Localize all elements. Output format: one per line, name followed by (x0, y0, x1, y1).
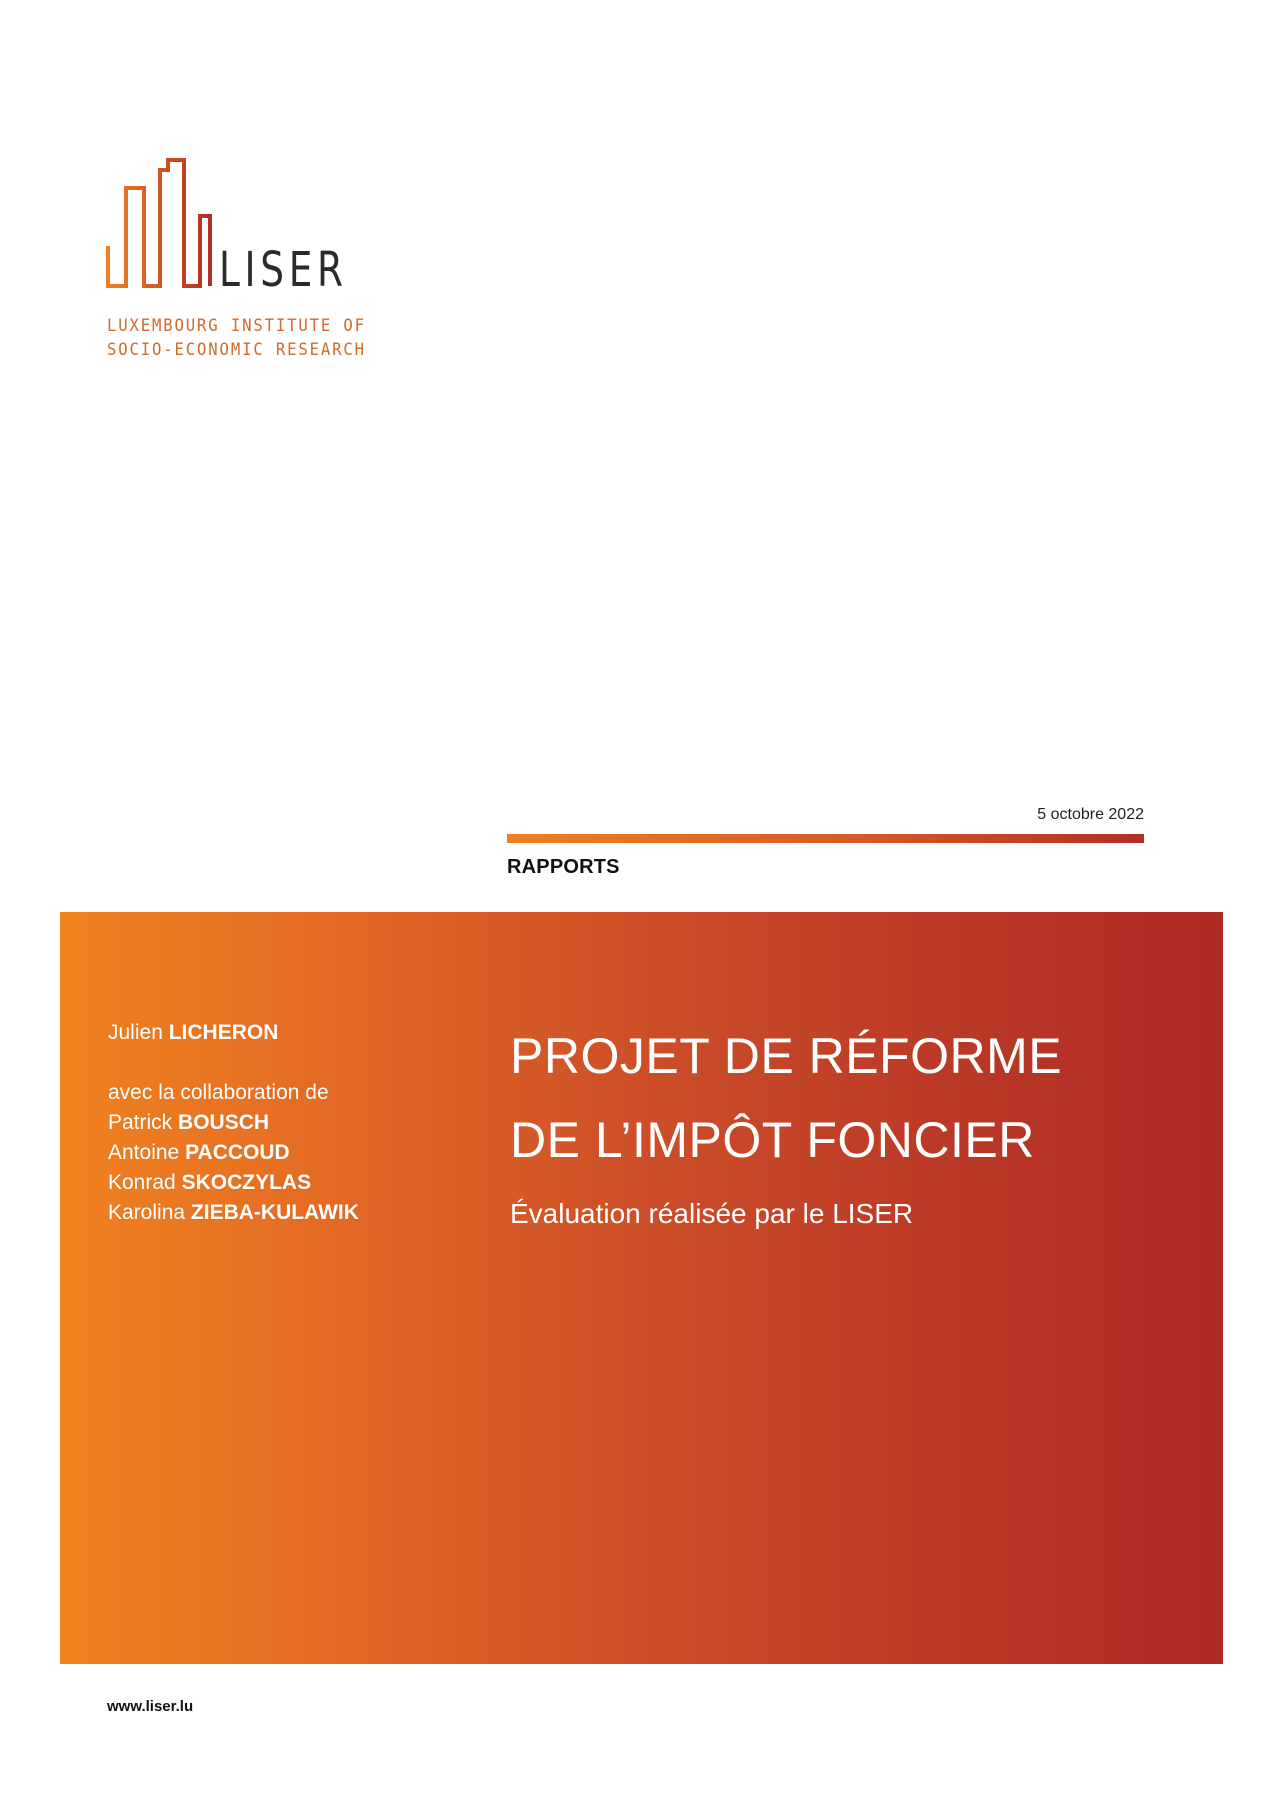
header-gradient-rule (507, 834, 1144, 843)
report-title (510, 1014, 1062, 1182)
report-category: RAPPORTS (507, 856, 620, 878)
collaborator: Karolina ZIEBA-KULAWIK (108, 1201, 359, 1224)
collaborator: Konrad SKOCZYLAS (108, 1171, 312, 1194)
liser-bars-icon (106, 158, 218, 298)
report-subtitle: Évaluation réalisée par le LISER (510, 1198, 914, 1229)
collaborator: Patrick BOUSCH (108, 1111, 270, 1134)
collaboration-label: avec la collaboration de (108, 1081, 329, 1104)
report-title-line1: PROJET DE RÉFORME (510, 1028, 1063, 1084)
website-link[interactable]: www.liser.lu (107, 1698, 194, 1715)
report-date: 5 octobre 2022 (1037, 806, 1144, 823)
main-author (108, 1018, 359, 1048)
author-list (108, 1018, 359, 1228)
liser-wordmark: LISER (219, 242, 348, 298)
logo-tagline-line1: LUXEMBOURG INSTITUTE OF (107, 316, 366, 336)
collaborator: Antoine PACCOUD (108, 1141, 290, 1164)
report-title-line2: DE L’IMPÔT FONCIER (510, 1112, 1035, 1168)
cover-gradient-panel (60, 912, 1223, 1664)
main-author-first: Julien (108, 1021, 163, 1044)
logo-tagline-line2: SOCIO-ECONOMIC RESEARCH (107, 340, 366, 360)
liser-logo (106, 158, 366, 368)
main-author-last: LICHERON (168, 1021, 279, 1044)
